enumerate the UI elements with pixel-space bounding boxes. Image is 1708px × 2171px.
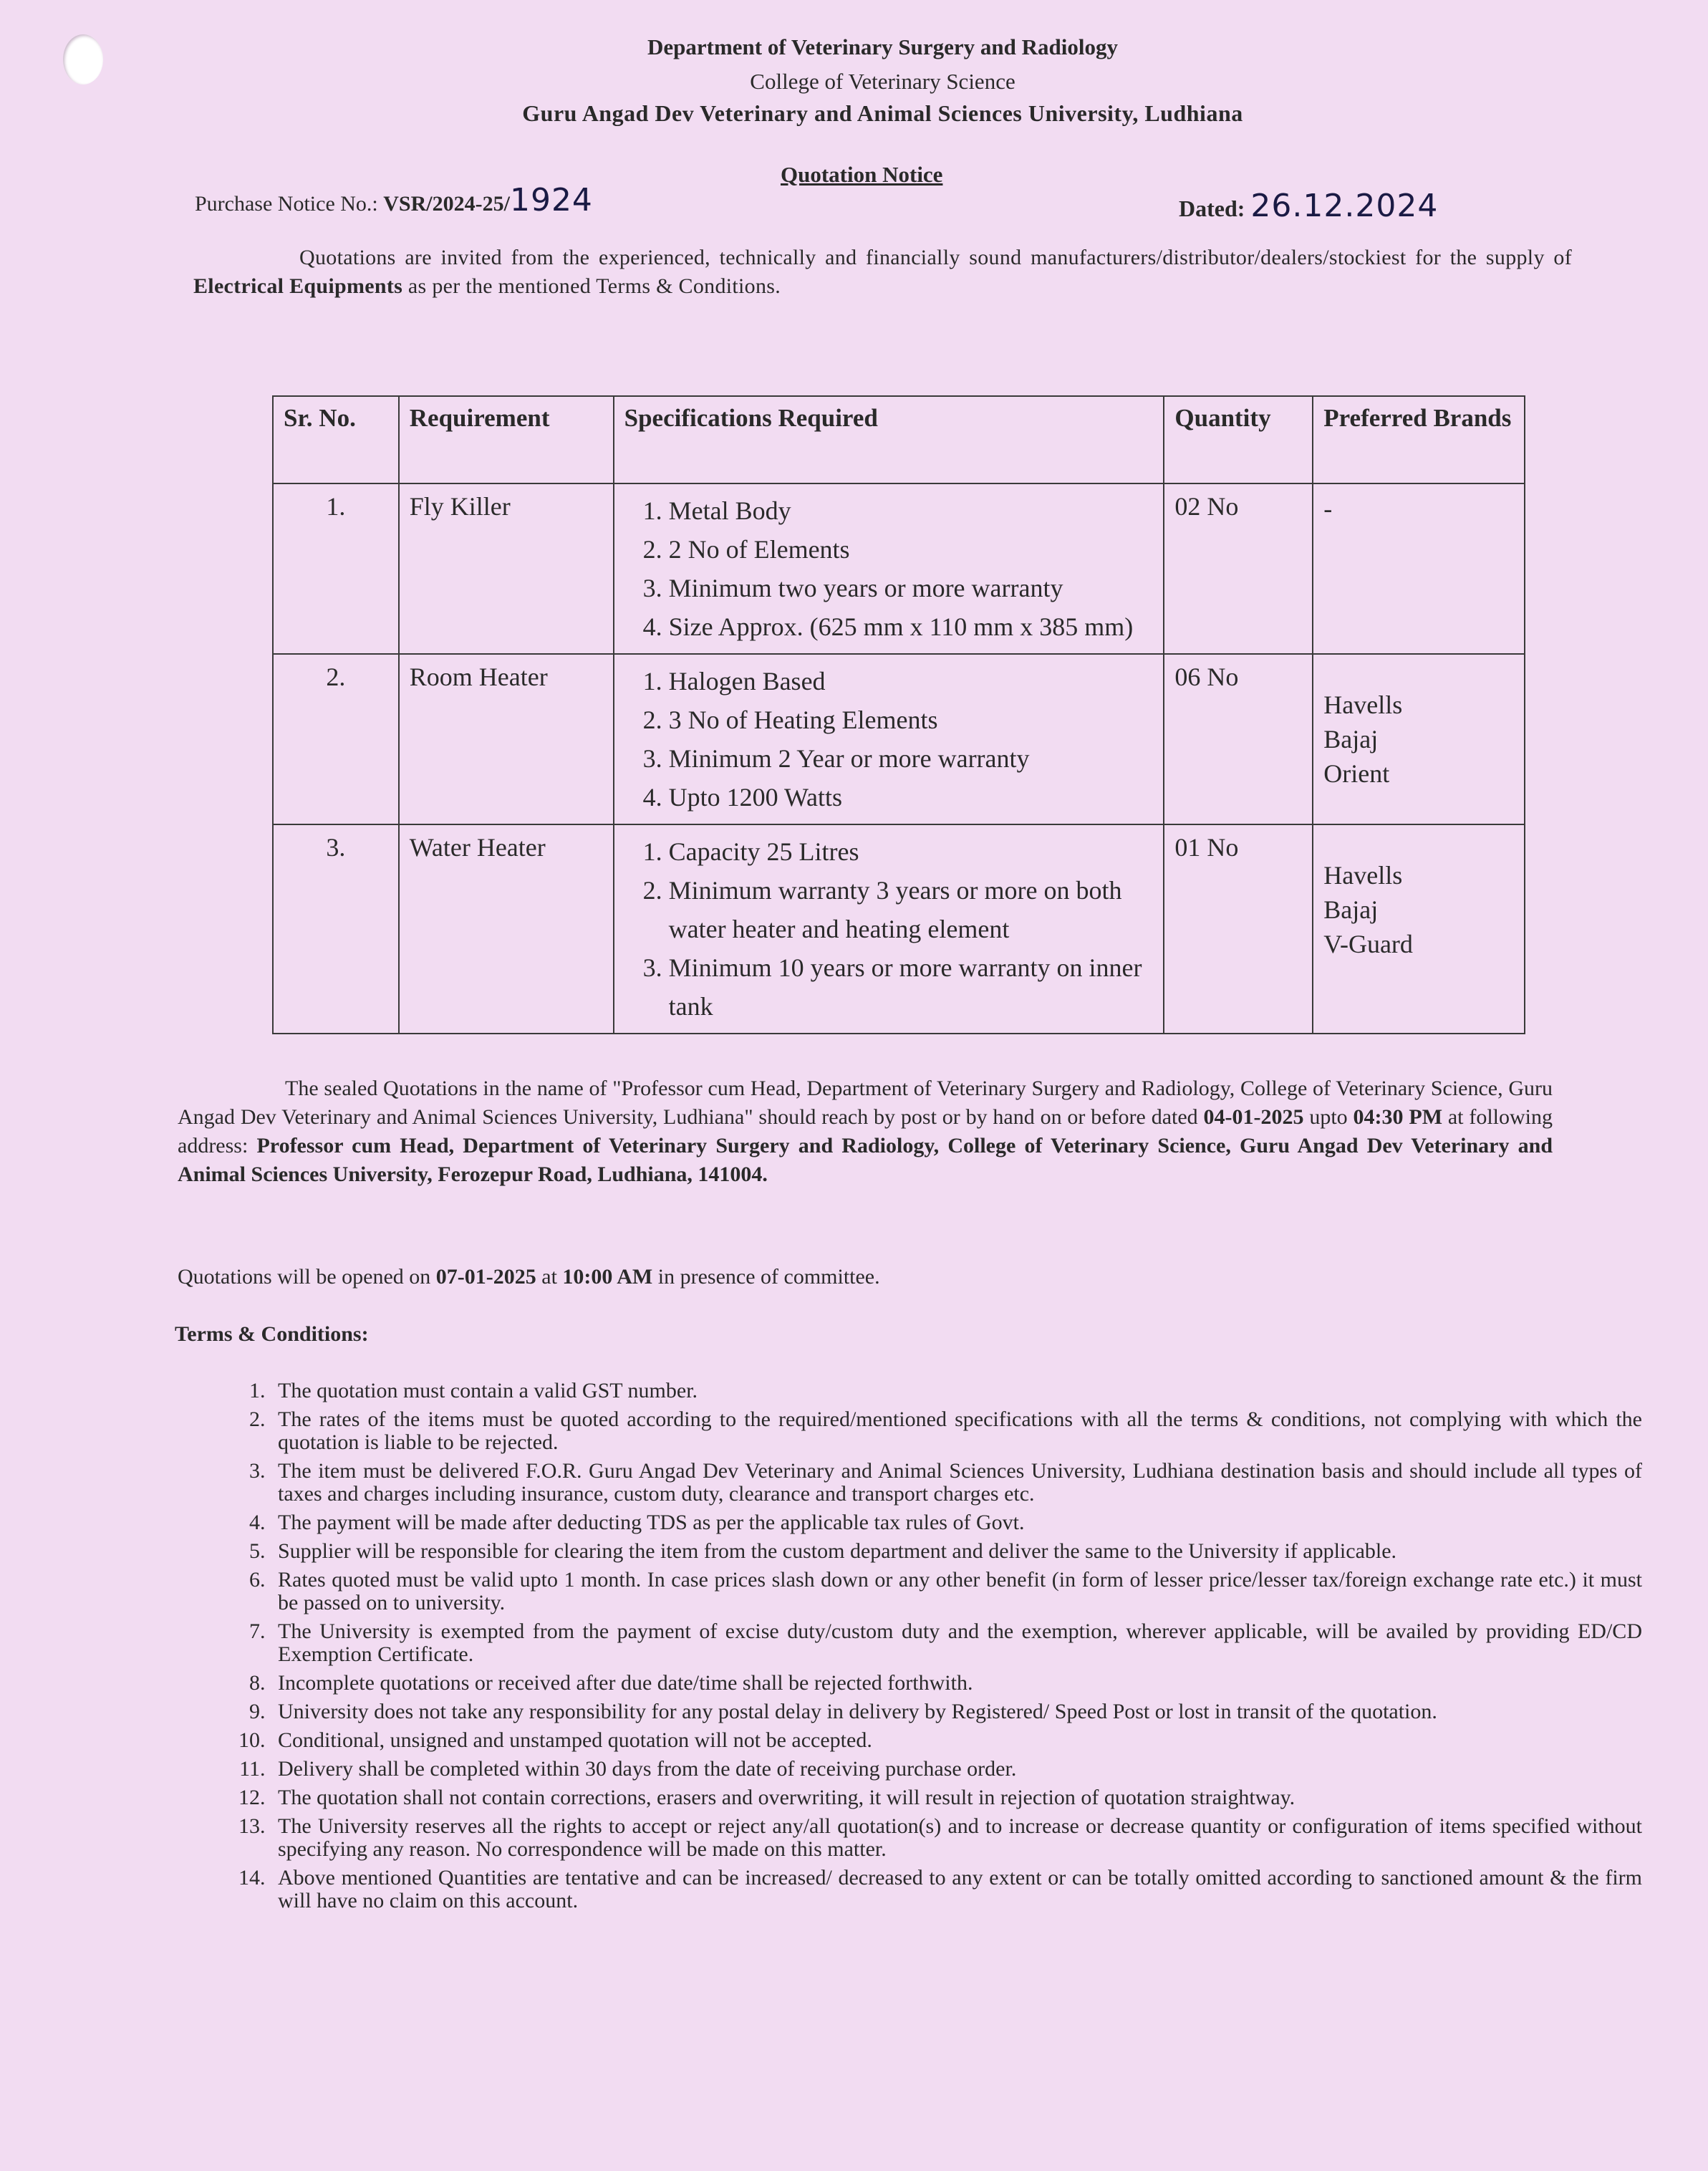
row-requirement: Fly Killer <box>399 483 614 654</box>
purchase-notice-prefix: VSR/2024-25/ <box>383 192 510 216</box>
table-header-row <box>273 396 1525 483</box>
spec-item: 3. Minimum 2 Year or more warranty <box>669 739 1154 778</box>
term-item: 9. University does not take any responsibility for any postal delay in delivery by Registered/ Speed Post or lost in transit of the quotation. <box>271 1700 1642 1723</box>
submission-time: 04:30 PM <box>1353 1105 1443 1129</box>
row-specifications <box>614 824 1164 1034</box>
row-sr-no: 1. <box>273 483 399 654</box>
opening-text: Quotations will be opened on <box>178 1265 436 1289</box>
opening-time: 10:00 AM <box>562 1265 653 1289</box>
brand-item: Bajaj <box>1323 725 1379 754</box>
spec-item: 4. Size Approx. (625 mm x 110 mm x 385 mm) <box>669 607 1154 646</box>
dated-label: Dated: <box>1179 196 1251 221</box>
brand-item: V-Guard <box>1323 930 1413 958</box>
term-item: 8. Incomplete quotations or received after due date/time shall be rejected forthwith. <box>271 1672 1642 1695</box>
university-name: Guru Angad Dev Veterinary and Animal Sciences University, Ludhiana <box>522 100 1243 126</box>
dated-handwritten: 26.12.2024 <box>1250 188 1439 224</box>
purchase-notice-number <box>195 182 593 218</box>
terms-title: Terms & Conditions: <box>175 1322 369 1346</box>
submission-text: The sealed Quotations in the name of "Professor cum Head, Department of Veterinary Surgery and Radiology, College of Veterinary Science, Guru Angad Dev Veterinary and Animal Sciences University, Ludhiana" should reach by post or by hand on or before dated <box>178 1077 1553 1129</box>
term-item: 11. Delivery shall be completed within 30 days from the date of receiving purchase order. <box>271 1758 1642 1781</box>
notice-title: Quotation Notice <box>781 162 943 187</box>
row-preferred-brands <box>1313 654 1525 824</box>
header-sr-no: Sr. No. <box>273 396 399 483</box>
row-requirement: Room Heater <box>399 654 614 824</box>
header-requirement: Requirement <box>399 396 614 483</box>
submission-text-address-label: at following address: <box>178 1105 1553 1157</box>
intro-text: Quotations are invited from the experienced, technically and financially sound manufacturers/distributor/dealers/stockiest for the supply of <box>299 246 1572 269</box>
purchase-notice-handwritten: 1924 <box>509 182 593 218</box>
header-specifications: Specifications Required <box>614 396 1164 483</box>
brand-item: - <box>1323 494 1333 523</box>
opening-text-at: at <box>536 1265 563 1289</box>
submission-address: Professor cum Head, Department of Veterinary Surgery and Radiology, College of Veterinary Science, Guru Angad Dev Veterinary and Animal Sciences University, Ferozepur Road, Ludhiana, 141004. <box>178 1134 1553 1186</box>
table-row <box>273 654 1525 824</box>
term-item: 4. The payment will be made after deducting TDS as per the applicable tax rules of Govt. <box>271 1511 1642 1534</box>
row-specifications <box>614 483 1164 654</box>
opening-paragraph <box>178 1263 1556 1291</box>
brand-item: Havells <box>1323 690 1403 719</box>
intro-paragraph <box>193 244 1572 301</box>
row-sr-no: 2. <box>273 654 399 824</box>
row-sr-no: 3. <box>273 824 399 1034</box>
opening-date: 07-01-2025 <box>435 1265 536 1289</box>
term-item: 2. The rates of the items must be quoted according to the required/mentioned specifications with all the terms & conditions, not complying with which the quotation is liable to be rejected. <box>271 1408 1642 1454</box>
term-item: 14. Above mentioned Quantities are tentative and can be increased/ decreased to any extent or can be totally omitted according to sanctioned amount & the firm will have no claim on this account. <box>271 1867 1642 1912</box>
spec-item: 2. 2 No of Elements <box>669 530 1154 569</box>
opening-text-end: in presence of committee. <box>652 1265 880 1289</box>
row-requirement: Water Heater <box>399 824 614 1034</box>
term-item: 1. The quotation must contain a valid GST number. <box>271 1380 1642 1402</box>
row-preferred-brands <box>1313 483 1525 654</box>
spec-item: 2. 3 No of Heating Elements <box>669 701 1154 739</box>
department-name: Department of Veterinary Surgery and Radiology <box>647 34 1118 59</box>
intro-text-end: as per the mentioned Terms & Conditions. <box>402 274 781 298</box>
term-item: 12. The quotation shall not contain corrections, erasers and overwriting, it will result in rejection of quotation straightway. <box>271 1786 1642 1809</box>
requirements-table <box>272 395 1525 1034</box>
submission-text-upto: upto <box>1303 1105 1354 1129</box>
row-quantity: 01 No <box>1164 824 1313 1034</box>
notice-date <box>1179 188 1438 224</box>
submission-paragraph <box>178 1074 1553 1189</box>
terms-list <box>176 1380 1642 1918</box>
spec-item: 1. Halogen Based <box>669 662 1154 701</box>
header-quantity: Quantity <box>1164 396 1313 483</box>
spec-item: 1. Metal Body <box>669 491 1154 530</box>
spec-item: 1. Capacity 25 Litres <box>669 832 1154 871</box>
college-name: College of Veterinary Science <box>750 69 1015 94</box>
spec-item: 2. Minimum warranty 3 years or more on both water heater and heating element <box>669 871 1154 948</box>
spec-item: 3. Minimum 10 years or more warranty on inner tank <box>669 948 1154 1026</box>
spec-item: 3. Minimum two years or more warranty <box>669 569 1154 607</box>
term-item: 13. The University reserves all the rights to accept or reject any/all quotation(s) and to increase or decrease quantity or configuration of items specified without specifying any reason. No correspondence will be made on this matter. <box>271 1815 1642 1861</box>
intro-item-category: Electrical Equipments <box>193 274 403 298</box>
row-specifications <box>614 654 1164 824</box>
header-preferred-brands: Preferred Brands <box>1313 396 1525 483</box>
row-quantity: 06 No <box>1164 654 1313 824</box>
spec-item: 4. Upto 1200 Watts <box>669 778 1154 817</box>
term-item: 6. Rates quoted must be valid upto 1 month. In case prices slash down or any other benefit (in form of lesser price/lesser tax/foreign exchange rate etc.) it must be passed on to university. <box>271 1569 1642 1614</box>
purchase-notice-label: Purchase Notice No.: <box>195 192 384 216</box>
brand-item: Havells <box>1323 861 1403 890</box>
brand-item: Orient <box>1323 759 1390 788</box>
term-item: 3. The item must be delivered F.O.R. Guru Angad Dev Veterinary and Animal Sciences University, Ludhiana destination basis and should include all types of taxes and charges including insurance, custom duty, clearance and transport charges etc. <box>271 1460 1642 1506</box>
table-row <box>273 483 1525 654</box>
row-preferred-brands <box>1313 824 1525 1034</box>
term-item: 10. Conditional, unsigned and unstamped quotation will not be accepted. <box>271 1729 1642 1752</box>
row-quantity: 02 No <box>1164 483 1313 654</box>
term-item: 5. Supplier will be responsible for clearing the item from the custom department and deliver the same to the University if applicable. <box>271 1540 1642 1563</box>
term-item: 7. The University is exempted from the payment of excise duty/custom duty and the exemption, wherever applicable, will be availed by providing ED/CD Exemption Certificate. <box>271 1620 1642 1666</box>
table-row <box>273 824 1525 1034</box>
submission-date: 04-01-2025 <box>1203 1105 1304 1129</box>
brand-item: Bajaj <box>1323 895 1379 924</box>
